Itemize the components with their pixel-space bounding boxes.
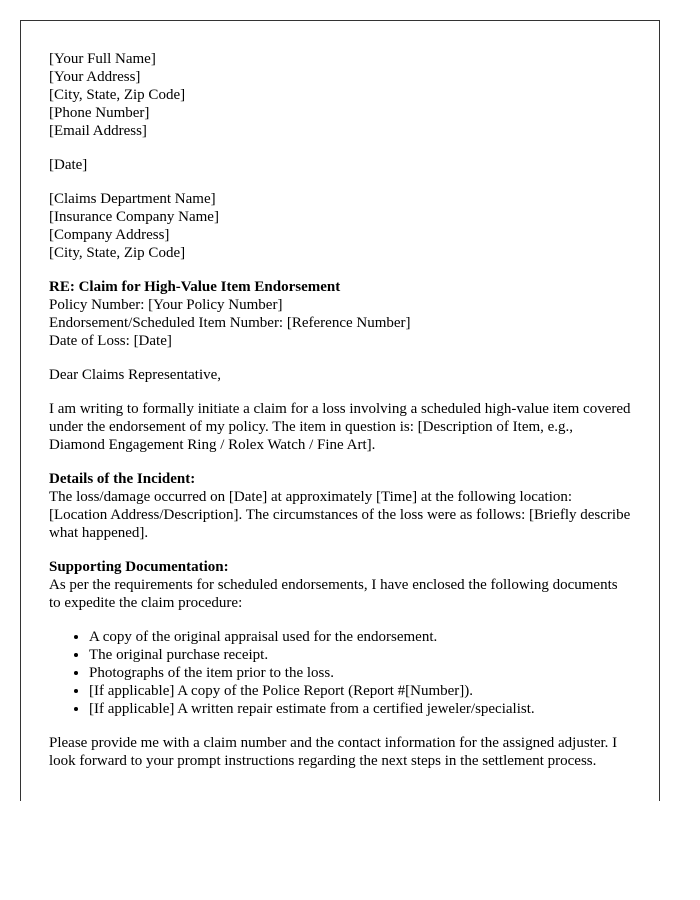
intro-paragraph: I am writing to formally initiate a claim for a loss involving a scheduled high-value item covered under the endorsement of my policy. The item in question is: [Description of Item, e.g., Diamond Engagement Ring / Rolex Watch / Fine Art]. bbox=[49, 401, 631, 453]
policy-number: Policy Number: [Your Policy Number] bbox=[49, 297, 283, 313]
sender-phone: [Phone Number] bbox=[49, 105, 150, 121]
subject-block bbox=[49, 278, 631, 350]
sender-city: [City, State, Zip Code] bbox=[49, 87, 186, 103]
letter-date: [Date] bbox=[49, 157, 88, 173]
list-item: • A copy of the original appraisal used for the endorsement. bbox=[89, 628, 631, 646]
incident-section bbox=[49, 470, 631, 542]
sender-email: [Email Address] bbox=[49, 123, 147, 139]
recipient-company: [Insurance Company Name] bbox=[49, 209, 219, 225]
incident-text: The loss/damage occurred on [Date] at approximately [Time] at the following location: [Location Address/Description]. The circumstances of the loss were as follows: [Briefly describe what happened]. bbox=[49, 489, 631, 541]
incident-heading: Details of the Incident: bbox=[49, 471, 196, 487]
sender-block bbox=[49, 50, 631, 140]
endorsement-number: Endorsement/Scheduled Item Number: [Reference Number] bbox=[49, 315, 411, 331]
closing-paragraph: Please provide me with a claim number and the contact information for the assigned adjuster. I look forward to your prompt instructions regarding the next steps in the settlement process. bbox=[49, 735, 618, 769]
documentation-text: As per the requirements for scheduled endorsements, I have enclosed the following documents to expedite the claim procedure: bbox=[49, 577, 618, 611]
sender-name: [Your Full Name] bbox=[49, 51, 156, 67]
list-item: • [If applicable] A written repair estimate from a certified jeweler/specialist. bbox=[89, 700, 631, 718]
recipient-city: [City, State, Zip Code] bbox=[49, 245, 186, 261]
recipient-address: [Company Address] bbox=[49, 227, 170, 243]
salutation: Dear Claims Representative, bbox=[49, 367, 222, 383]
letter-page bbox=[20, 20, 660, 801]
recipient-block bbox=[49, 190, 631, 262]
documentation-section bbox=[49, 558, 631, 612]
recipient-department: [Claims Department Name] bbox=[49, 191, 216, 207]
loss-date: Date of Loss: [Date] bbox=[49, 333, 172, 349]
sender-address: [Your Address] bbox=[49, 69, 141, 85]
list-item: • The original purchase receipt. bbox=[89, 646, 631, 664]
list-item: • [If applicable] A copy of the Police Report (Report #[Number]). bbox=[89, 682, 631, 700]
documentation-list bbox=[49, 628, 631, 718]
list-item: • Photographs of the item prior to the loss. bbox=[89, 664, 631, 682]
documentation-heading: Supporting Documentation: bbox=[49, 559, 229, 575]
subject-line: RE: Claim for High-Value Item Endorsement bbox=[49, 279, 341, 295]
